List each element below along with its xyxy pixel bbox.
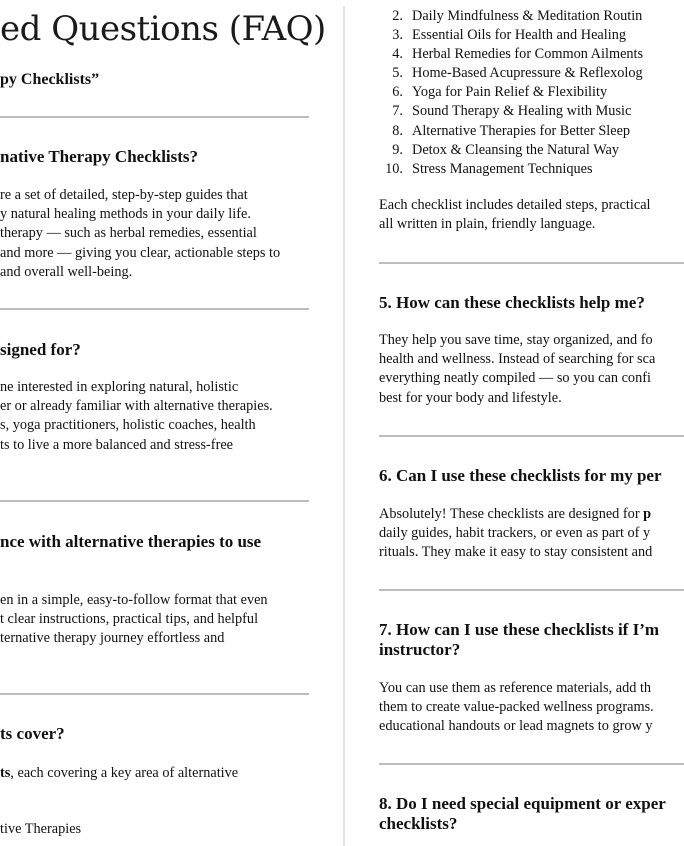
list-label: Stress Management Techniques [412,160,593,177]
faq-answer-5 [379,331,655,408]
section-divider [379,435,684,437]
answer-line: and more — giving you clear, actionable steps to [0,244,281,261]
answer-line: y natural healing methods in your daily life. [0,206,251,223]
list-label: Herbal Remedies for Common Ailments [412,46,644,63]
faq-answer-3 [0,591,268,649]
list-number: 9. [392,141,403,158]
faq-answer-2 [0,378,273,455]
list-label: Home-Based Acupressure & Reflexolog [412,65,643,82]
answer-bold-text: ts [0,765,11,781]
answer-line: ts to live a more balanced and stress-free [0,436,234,453]
section-divider [0,308,309,310]
topic-list-item [380,160,643,179]
topic-list-item [380,26,643,45]
list-label: Alternative Therapies for Better Sleep [412,122,631,139]
answer-bold-text: p [643,506,652,522]
answer-text: Absolutely! These checklists are designed for [379,506,644,522]
faq-question-4: ts cover? [0,724,65,743]
topic-list-item [380,141,643,160]
faq-answer-7 [379,679,654,737]
list-label: Yoga for Pain Relief & Flexibility [412,84,608,101]
faq-question-2: signed for? [0,340,81,359]
question-line: instructor? [379,640,461,659]
answer-line: daily guides, habit trackers, or even as part of y [379,525,651,542]
topic-list-item [380,83,643,102]
faq-answer-4 [0,764,238,783]
section-divider [0,116,309,118]
answer-line: therapy — such as herbal remedies, essential [0,225,257,242]
faq-question-1: native Therapy Checklists? [0,147,199,166]
topic-list [380,7,643,179]
topic-list-item [380,122,643,141]
answer-line: You can use them as reference materials, add th [379,680,652,696]
answer-line: er or already familiar with alternative therapies. [0,398,273,415]
section-divider [0,693,309,695]
topic-list-item [380,102,643,121]
list-number: 7. [392,103,403,120]
right-page [345,0,684,846]
answer-line: s, yoga practitioners, holistic coaches, health [0,417,256,434]
answer-line: ne interested in exploring natural, holistic [0,379,239,395]
list-number: 10. [385,160,403,177]
list-label: Sound Therapy & Healing with Music [412,103,632,120]
answer-line: re a set of detailed, step-by-step guides that [0,187,248,203]
section-divider [379,262,684,264]
list-label: Essential Oils for Health and Healing [412,27,626,44]
section-divider [379,589,684,591]
answer-line: them to create value-packed wellness programs. [379,699,654,716]
list-number: 2. [392,8,403,24]
answer-line: best for your body and lifestyle. [379,389,562,406]
section-divider [379,763,684,765]
list-number: 8. [392,122,403,139]
faq-question-7 [379,620,659,660]
faq-question-8 [379,794,666,834]
answer-line: t clear instructions, practical tips, and helpful [0,611,259,628]
answer-line: and overall well-being. [0,263,133,280]
page-subtitle: py Checklists” [0,71,100,88]
list-number: 6. [392,84,403,101]
list-label: Daily Mindfulness & Meditation Routin [412,8,643,24]
topic-list-item [380,7,643,26]
faq-answer-6 [379,505,652,563]
question-line: 7. How can I use these checklists if I’m [379,620,660,639]
note-line: all written in plain, friendly language. [379,216,596,233]
list-number: 3. [392,27,403,44]
note-line: Each checklist includes detailed steps, practical [379,197,651,213]
topic-list-item-1: tive Therapies [0,821,82,837]
question-line: 8. Do I need special equipment or exper [379,794,666,813]
answer-line: health and wellness. Instead of searching for sca [379,351,656,368]
topics-note [379,196,651,234]
list-number: 5. [392,65,403,82]
answer-text: , each covering a key area of alternative [10,765,239,781]
list-number: 4. [392,46,403,63]
faq-answer-1 [0,186,280,282]
answer-line: ternative therapy journey effortless and [0,630,225,647]
answer-line: everything neatly compiled — so you can confi [379,370,651,387]
faq-question-3: nce with alternative therapies to use [0,532,262,551]
section-divider [0,500,309,502]
topic-list-item [380,45,643,64]
answer-line: rituals. They make it easy to stay consistent and [379,544,653,561]
topic-list-item [380,64,643,83]
list-label: Detox & Cleansing the Natural Way [412,141,620,158]
answer-line: en in a simple, easy-to-follow format that even [0,592,268,608]
question-line: checklists? [379,814,458,833]
page-title: ed Questions (FAQ) [0,9,326,49]
faq-question-6: 6. Can I use these checklists for my per [379,466,662,485]
answer-line: educational handouts or lead magnets to grow y [379,718,653,735]
answer-line: They help you save time, stay organized, and fo [379,332,653,348]
faq-question-5: 5. How can these checklists help me? [379,293,645,312]
